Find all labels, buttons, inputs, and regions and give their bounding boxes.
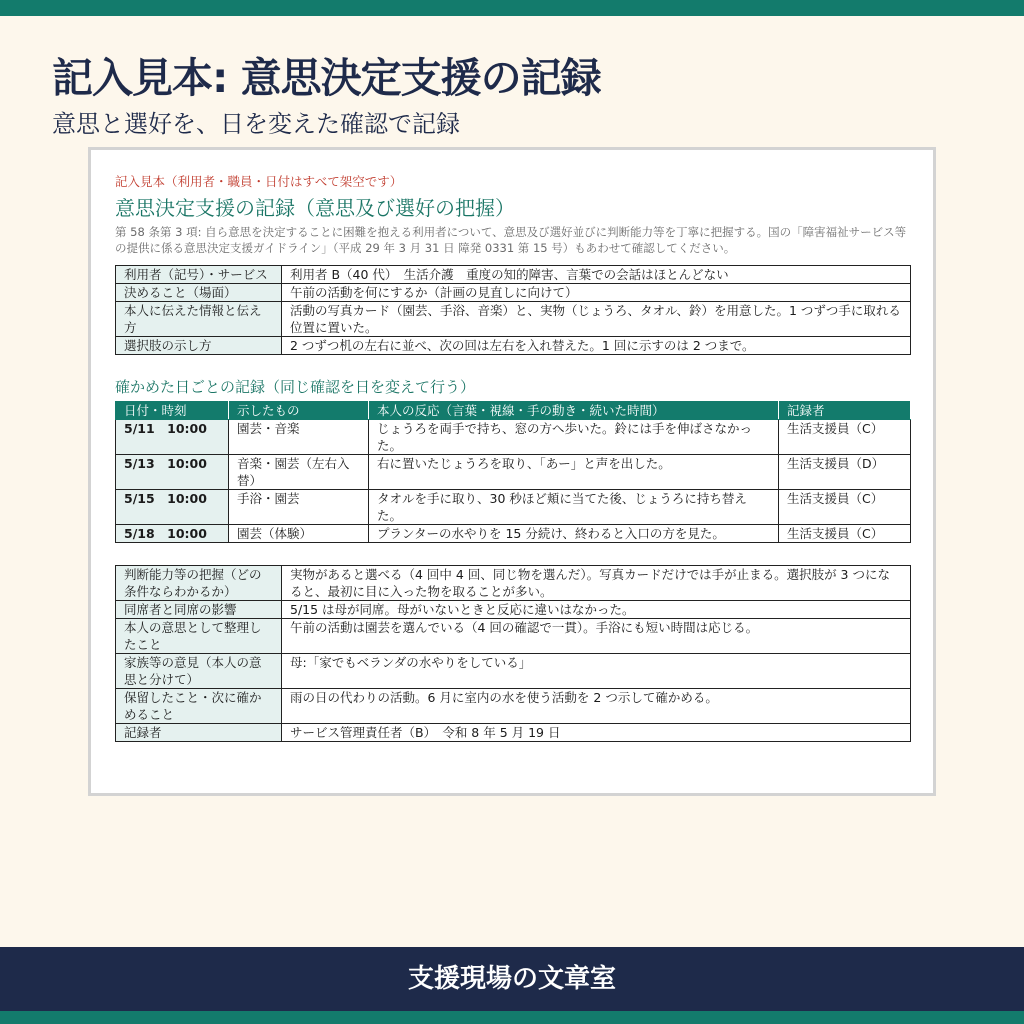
record-datetime: 5/11 10:00 — [116, 420, 229, 455]
records-table — [115, 401, 911, 543]
info-value: 午前の活動を何にするか（計画の見直しに向けて） — [282, 284, 911, 302]
record-reaction: じょうろを両手で持ち、窓の方へ歩いた。鈴には手を伸ばさなかった。 — [369, 420, 779, 455]
page-subtitle: 意思と選好を、日を変えた確認で記録 — [52, 110, 460, 138]
document-body — [115, 174, 913, 742]
record-datetime: 5/13 10:00 — [116, 455, 229, 490]
record-shown: 手浴・園芸 — [229, 490, 369, 525]
records-header-datetime: 日付・時刻 — [116, 402, 229, 420]
info-row — [116, 266, 911, 284]
info-label: 本人に伝えた情報と伝え方 — [116, 302, 282, 337]
info-row — [116, 337, 911, 355]
record-shown: 音楽・園芸（左右入替） — [229, 455, 369, 490]
record-datetime: 5/15 10:00 — [116, 490, 229, 525]
records-table-body — [116, 420, 911, 543]
assessment-label: 家族等の意見（本人の意思と分けて） — [116, 654, 282, 689]
document-description: 第 58 条第 3 項: 自ら意思を決定することに困難を抱える利用者について、意思及び選好並びに判断能力等を丁寧に把握する。国の「障害福祉サービス等の提供に係る意思決定支援ガイドライン」（平成 29 年 3 月 31 日 障発 0331 第 15 号）もあわせて確認してください。 — [115, 225, 907, 255]
assessment-label: 保留したこと・次に確かめること — [116, 689, 282, 724]
records-header-recorder: 記録者 — [779, 402, 911, 420]
assessment-row — [116, 724, 911, 742]
records-header-row — [116, 402, 911, 420]
assessment-row — [116, 689, 911, 724]
info-row — [116, 284, 911, 302]
bottom-accent-bar — [0, 1011, 1024, 1024]
assessment-row — [116, 654, 911, 689]
record-shown: 園芸・音楽 — [229, 420, 369, 455]
assessment-label: 同席者と同席の影響 — [116, 601, 282, 619]
assessment-table — [115, 565, 911, 742]
assessment-table-body — [116, 566, 911, 742]
records-heading: 確かめた日ごとの記録（同じ確認を日を変えて行う） — [115, 378, 476, 396]
record-shown: 園芸（体験） — [229, 525, 369, 543]
assessment-value: 雨の日の代わりの活動。6 月に室内の水を使う活動を 2 つ示して確かめる。 — [282, 689, 911, 724]
document-title: 意思決定支援の記録（意思及び選好の把握） — [115, 196, 515, 220]
record-recorder: 生活支援員（C） — [779, 525, 911, 543]
record-recorder: 生活支援員（D） — [779, 455, 911, 490]
records-header-reaction: 本人の反応（言葉・視線・手の動き・続いた時間） — [369, 402, 779, 420]
assessment-row — [116, 566, 911, 601]
info-table — [115, 265, 911, 355]
info-value: 利用者 B（40 代） 生活介護 重度の知的障害、言葉での会話はほとんどない — [282, 266, 911, 284]
info-table-body — [116, 266, 911, 355]
records-header-shown: 示したもの — [229, 402, 369, 420]
record-recorder: 生活支援員（C） — [779, 490, 911, 525]
record-reaction: 右に置いたじょうろを取り、「あー」と声を出した。 — [369, 455, 779, 490]
page-header — [52, 52, 601, 140]
record-row — [116, 490, 911, 525]
assessment-value: 母:「家でもベランダの水やりをしている」 — [282, 654, 911, 689]
info-row — [116, 302, 911, 337]
assessment-label: 本人の意思として整理したこと — [116, 619, 282, 654]
info-value: 2 つずつ机の左右に並べ、次の回は左右を入れ替えた。1 回に示すのは 2 つまで。 — [282, 337, 911, 355]
assessment-value: 5/15 は母が同席。母がいないときと反応に違いはなかった。 — [282, 601, 911, 619]
record-recorder: 生活支援員（C） — [779, 420, 911, 455]
top-accent-bar — [0, 0, 1024, 16]
info-label: 決めること（場面） — [116, 284, 282, 302]
record-row — [116, 455, 911, 490]
record-row — [116, 525, 911, 543]
sample-document — [88, 147, 936, 796]
page-title: 記入見本: 意思決定支援の記録 — [52, 54, 601, 102]
record-reaction: プランターの水やりを 15 分続け、終わると入口の方を見た。 — [369, 525, 779, 543]
footer-brand: 支援現場の文章室 — [0, 947, 1024, 1011]
record-row — [116, 420, 911, 455]
record-datetime: 5/18 10:00 — [116, 525, 229, 543]
record-reaction: タオルを手に取り、30 秒ほど頬に当てた後、じょうろに持ち替えた。 — [369, 490, 779, 525]
assessment-label: 記録者 — [116, 724, 282, 742]
info-label: 選択肢の示し方 — [116, 337, 282, 355]
assessment-row — [116, 619, 911, 654]
info-label: 利用者（記号）・サービス — [116, 266, 282, 284]
assessment-value: 午前の活動は園芸を選んでいる（4 回の確認で一貫）。手浴にも短い時間は応じる。 — [282, 619, 911, 654]
assessment-label: 判断能力等の把握（どの条件ならわかるか） — [116, 566, 282, 601]
assessment-value: サービス管理責任者（B） 令和 8 年 5 月 19 日 — [282, 724, 911, 742]
assessment-value: 実物があると選べる（4 回中 4 回、同じ物を選んだ）。写真カードだけでは手が止まる。選択肢が 3 つになると、最初に目に入った物を取ることが多い。 — [282, 566, 911, 601]
info-value: 活動の写真カード（園芸、手浴、音楽）と、実物（じょうろ、タオル、鈴）を用意した。1 つずつ手に取れる位置に置いた。 — [282, 302, 911, 337]
sample-note: 記入見本（利用者・職員・日付はすべて架空です） — [115, 174, 403, 189]
assessment-row — [116, 601, 911, 619]
